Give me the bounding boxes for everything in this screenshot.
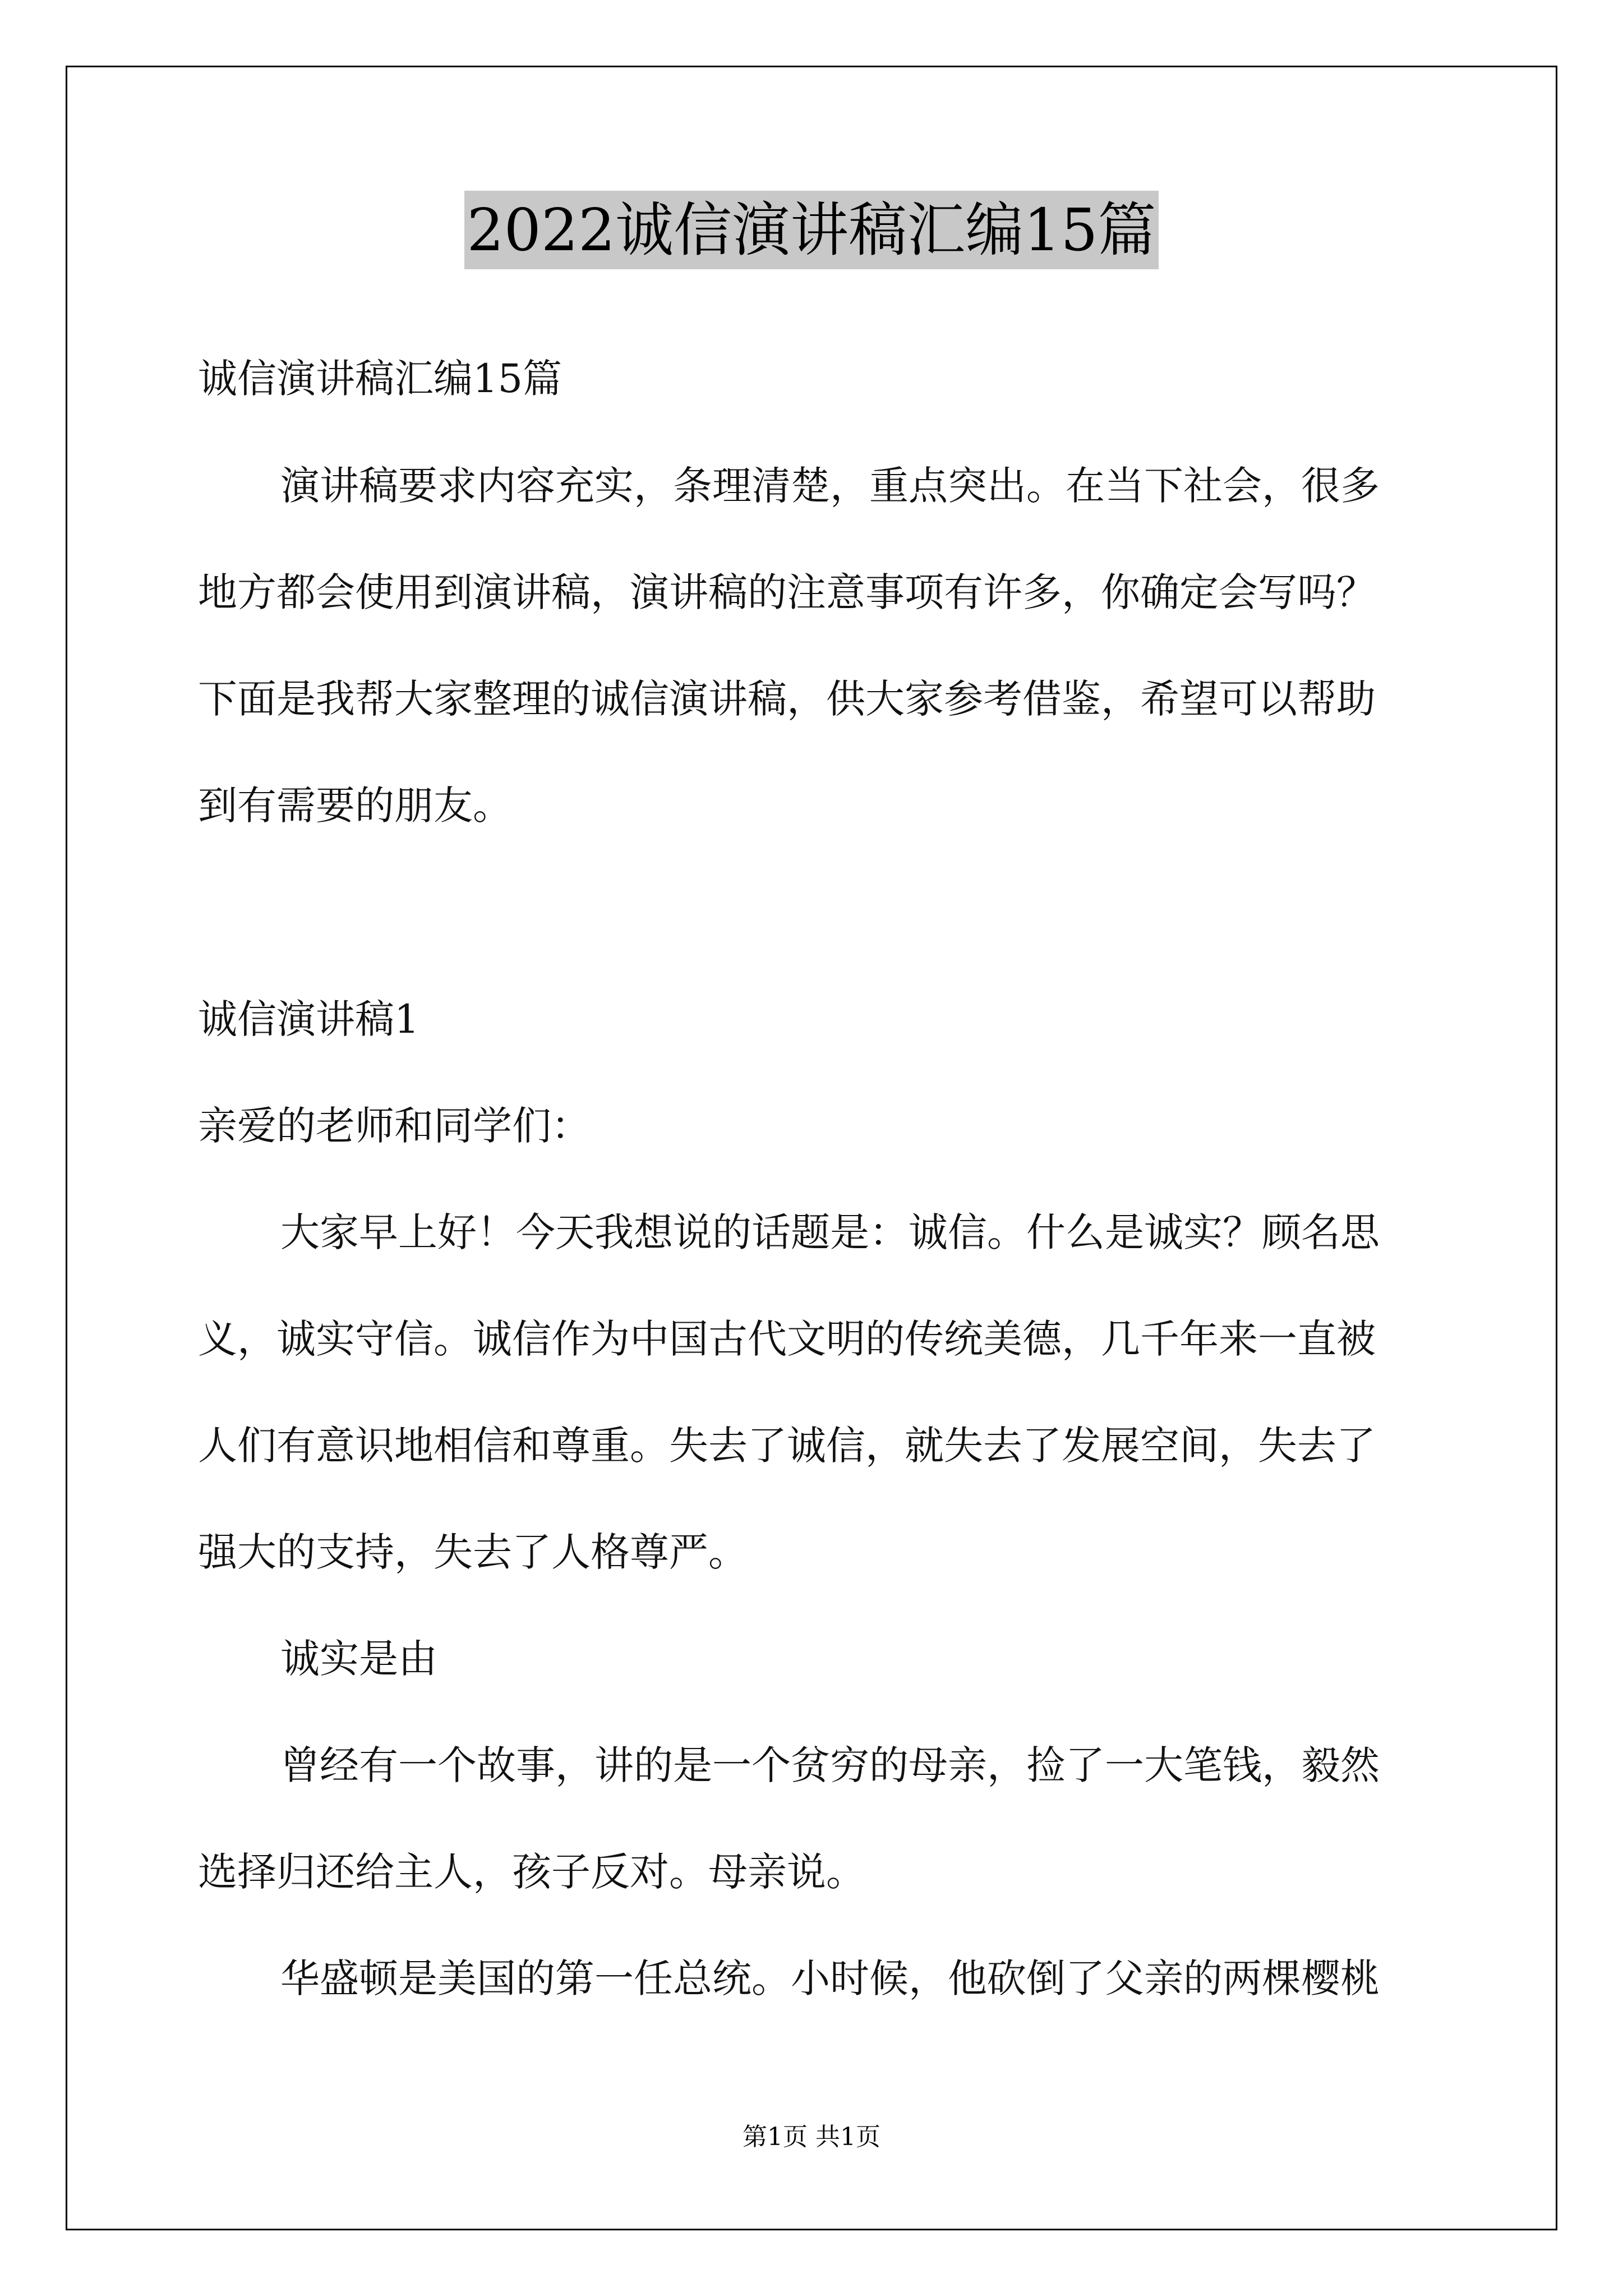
body-paragraph-line: 人们有意识地相信和尊重。失去了诚信，就失去了发展空间，失去了 [198,1423,1376,1469]
document-title: 2022诚信演讲稿汇编15篇 [464,191,1158,269]
intro-paragraph-line: 演讲稿要求内容充实，条理清楚，重点突出。在当下社会，很多 [280,463,1380,509]
intro-paragraph-line: 下面是我帮大家整理的诚信演讲稿，供大家参考借鉴，希望可以帮助 [198,676,1376,722]
salutation: 亲爱的老师和同学们： [198,1103,591,1149]
page-number: 第1页 共1页 [743,2123,880,2151]
section-heading: 诚信演讲稿1 [198,996,419,1042]
body-paragraph-line: 曾经有一个故事，讲的是一个贫穷的母亲，捡了一大笔钱，毅然 [280,1742,1380,1788]
body-paragraph-line: 诚实是由 [280,1636,437,1682]
document-subtitle: 诚信演讲稿汇编15篇 [198,356,562,402]
body-paragraph-line: 大家早上好！今天我想说的话题是：诚信。什么是诚实？顾名思 [280,1209,1380,1255]
intro-paragraph-line: 到有需要的朋友。 [198,783,512,829]
body-paragraph-line: 强大的支持，失去了人格尊严。 [198,1529,748,1575]
intro-paragraph-line: 地方都会使用到演讲稿，演讲稿的注意事项有许多，你确定会写吗？ [198,569,1376,615]
document-title-container [0,191,1623,269]
body-paragraph-line: 义，诚实守信。诚信作为中国古代文明的传统美德，几千年来一直被 [198,1316,1376,1362]
body-paragraph-line: 华盛顿是美国的第一任总统。小时候，他砍倒了父亲的两棵樱桃 [280,1955,1380,2001]
body-paragraph-line: 选择归还给主人，孩子反对。母亲说。 [198,1849,865,1895]
